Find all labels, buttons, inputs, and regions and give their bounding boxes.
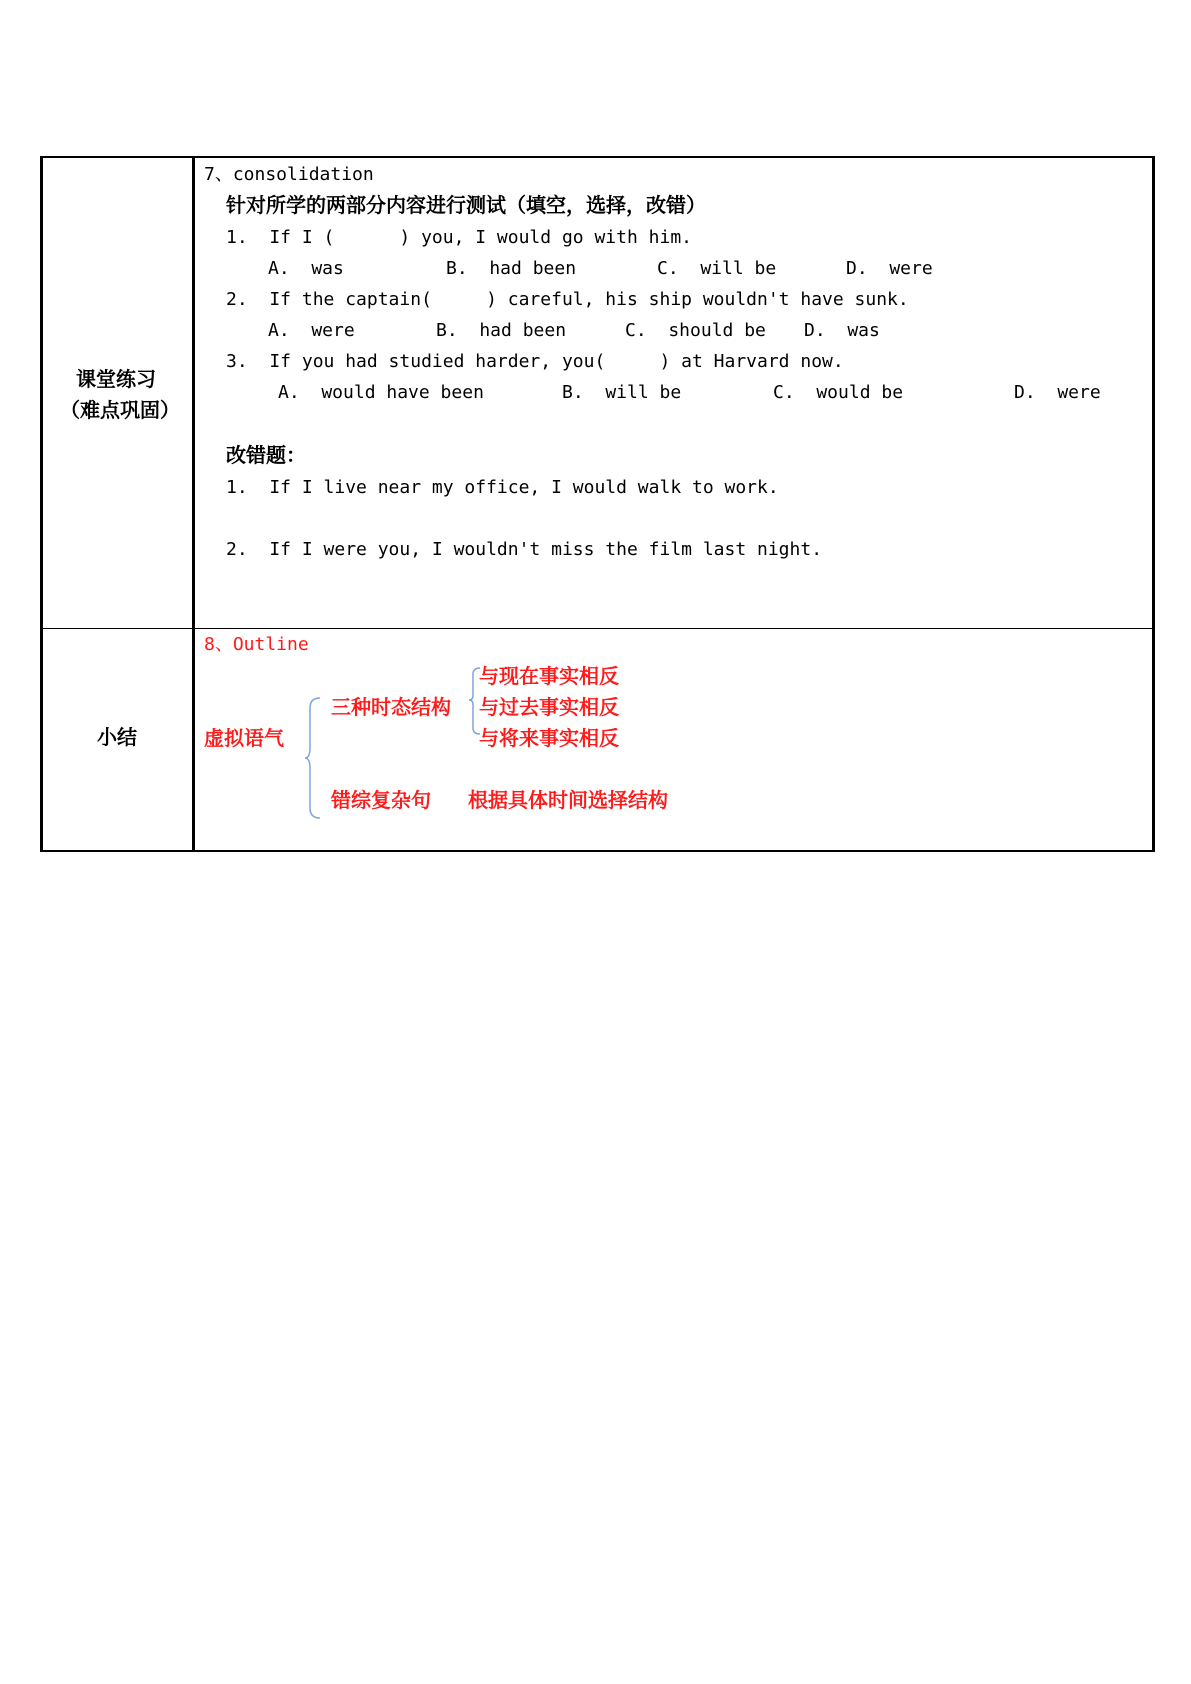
- table-top-border: [40, 156, 1155, 158]
- question-option: C. would be: [773, 382, 904, 403]
- question-option: A. would have been: [278, 382, 484, 403]
- question-stem: 1. If I ( ) you, I would go with him.: [226, 227, 692, 248]
- table-right-border: [1152, 156, 1155, 852]
- table-bottom-border: [40, 850, 1155, 852]
- section8-heading: 8、Outline: [204, 634, 309, 655]
- question-option: D. was: [804, 320, 880, 341]
- correction-item: 1. If I live near my office, I would walk to work.: [226, 477, 779, 498]
- outline-bracket-main: [304, 696, 322, 820]
- outline-branch1-item: 与将来事实相反: [479, 726, 619, 750]
- question-option: D. were: [1014, 382, 1101, 403]
- question-stem: 2. If the captain( ) careful, his ship wouldn't have sunk.: [226, 289, 909, 310]
- table-left-border: [40, 156, 43, 852]
- question-option: B. had been: [446, 258, 577, 279]
- outline-branch1-item: 与过去事实相反: [479, 695, 619, 719]
- question-option: B. will be: [562, 382, 682, 403]
- row-divider: [40, 628, 1155, 629]
- column-divider: [192, 156, 195, 852]
- section7-label-line2: （难点巩固）: [60, 398, 180, 422]
- outline-root: 虚拟语气: [204, 726, 284, 750]
- correction-heading: 改错题：: [226, 443, 306, 467]
- question-option: B. had been: [436, 320, 567, 341]
- question-option: A. were: [268, 320, 355, 341]
- section8-label: 小结: [97, 725, 137, 749]
- question-option: A. was: [268, 258, 344, 279]
- section7-label-line1: 课堂练习: [76, 367, 156, 391]
- outline-branch2-note: 根据具体时间选择结构: [468, 788, 668, 812]
- outline-branch1-item: 与现在事实相反: [479, 664, 619, 688]
- correction-item: 2. If I were you, I wouldn't miss the film last night.: [226, 539, 823, 560]
- section7-heading: 7、consolidation: [204, 164, 374, 185]
- section7-instruction: 针对所学的两部分内容进行测试（填空，选择，改错）: [226, 193, 706, 217]
- outline-branch2: 错综复杂句: [331, 788, 431, 812]
- question-option: C. should be: [625, 320, 766, 341]
- question-option: C. will be: [657, 258, 777, 279]
- question-stem: 3. If you had studied harder, you( ) at Harvard now.: [226, 351, 844, 372]
- question-option: D. were: [846, 258, 933, 279]
- outline-branch1: 三种时态结构: [331, 695, 451, 719]
